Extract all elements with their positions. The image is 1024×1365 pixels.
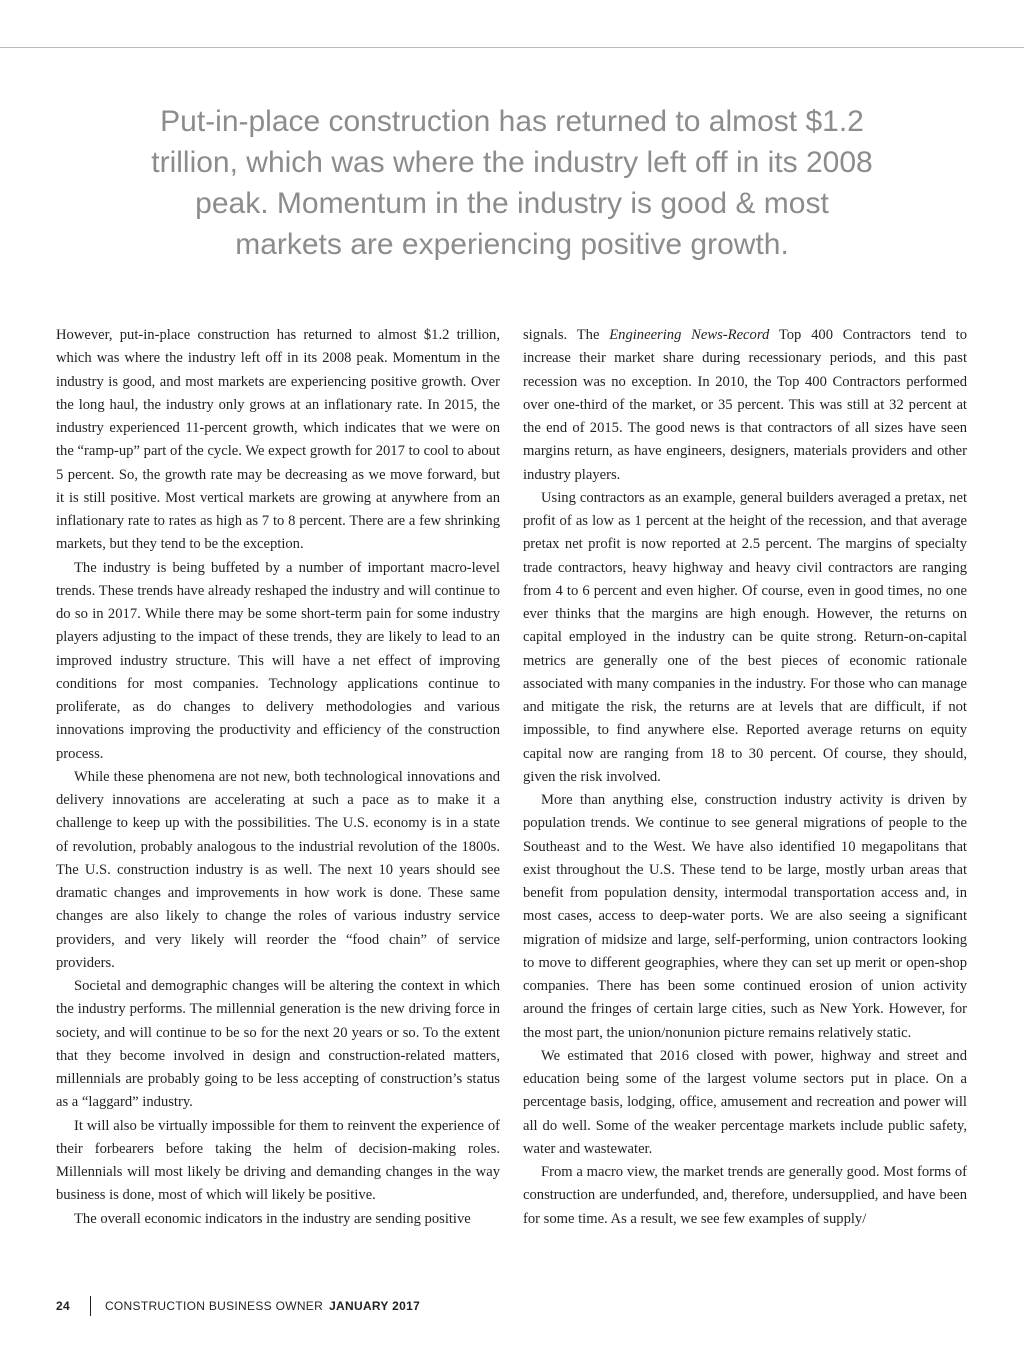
paragraph: Societal and demographic changes will be altering the context in which the industry performs. The millennial generation is the new driving force in society, and will continue to be so for the next 20 years or so. To the extent that they become involved in design and construction-related matters, millennials are probably going to be less accepting of construction’s status as a “laggard” industry.	[56, 978, 500, 1111]
pull-quote: Put-in-place construction has returned to almost $1.2 trillion, which was where the industry left off in its 2008 peak. Momentum in the industry is good & most markets are experiencing positive growth.	[151, 105, 873, 261]
publication-title: Engineering News-Record	[609, 327, 770, 343]
paragraph: However, put-in-place construction has returned to almost $1.2 trillion, which was where the industry left off in its 2008 peak. Momentum in the industry is good, and most markets are experiencing positive growth. Over the long haul, the industry only grows at an inflationary rate. In 2015, the industry experienced 11-percent growth, which indicates that we were on the “ramp-up” part of the cycle. We expect growth for 2017 to cool to about 5 percent. So, the growth rate may be decreasing as we move forward, but it is still positive. Most vertical markets are growing at anywhere from an inflationary rate to rates as high as 7 to 8 percent. There are a few shrinking markets, but they tend to be the exception.	[56, 327, 500, 553]
right-column	[523, 324, 967, 1231]
paragraph: It will also be virtually impossible for them to reinvent the experience of their forbearers before taking the helm of decision-making roles. Millennials will most likely be driving and demanding changes in the way business is done, most of which will likely be positive.	[56, 1117, 500, 1204]
page-number: 24	[56, 1299, 70, 1313]
paragraph: While these phenomena are not new, both technological innovations and delivery innovations are accelerating at such a pace as to make it a challenge to keep up with the possibilities. The U.S. economy is in a state of revolution, probably analogous to the industrial revolution of the 1800s. The U.S. construction industry is as well. The next 10 years should see dramatic changes and improvements in how work is done. These same changes are also likely to change the roles of various industry service providers, and very likely will reorder the “food chain” of service providers.	[56, 768, 500, 971]
paragraph-text: signals. The	[523, 327, 610, 343]
paragraph-text: Top 400 Contractors tend to increase their market share during recessionary periods, and this past recession was no exception. In 2010, the Top 400 Contractors performed over one-third of the market, or 35 percent. This was still at 32 percent at the end of 2015. The good news is that contractors of all sizes have seen margins return, as have engineers, designers, materials providers and other industry players.	[523, 327, 967, 483]
paragraph: The overall economic indicators in the industry are sending positive	[74, 1210, 471, 1227]
left-column	[56, 324, 500, 1231]
top-rule	[0, 47, 1024, 48]
paragraph: From a macro view, the market trends are generally good. Most forms of construction are underfunded, and, therefore, undersupplied, and have been for some time. As a result, we see few examples of supply/	[523, 1164, 967, 1227]
paragraph: More than anything else, construction industry activity is driven by population trends. We continue to see general migrations of people to the Southeast and to the West. We have also identified 10 megapolitans that exist throughout the U.S. These tend to be large, mostly urban areas that benefit from population density, intermodal transportation access and, in most cases, access to deep-water ports. We are also seeing a significant migration of midsize and large, self-performing, union contractors looking to move to different geographies, where they can set up merit or open-shop companies. There has been some continued erosion of union activity around the fringes of certain large cities, such as New York. However, for the most part, the union/nonunion picture remains relatively static.	[523, 792, 967, 1041]
paragraph: Using contractors as an example, general builders averaged a pretax, net profit of as low as 1 percent at the height of the recession, and that average pretax net profit is now reported at 2.5 percent. The margins of specialty trade contractors, heavy highway and heavy civil contractors are ranging from 4 to 6 percent and even higher. Of course, even in good times, no one ever thinks that the margins are high enough. However, the returns on capital employed in the industry can be quite strong. Return-on-capital metrics are generally one of the best pieces of economic rationale associated with many companies in the industry. For those who can manage and mitigate the risk, the returns are at levels that are difficult, if not impossible, to find anywhere else. Reported average returns on equity capital now are ranging from 18 to 30 percent. Of course, they should, given the risk involved.	[523, 489, 967, 785]
paragraph: We estimated that 2016 closed with power, highway and street and education being some of the largest volume sectors put in place. On a percentage basis, lodging, office, amusement and recreation and power will all do well. Some of the weaker percentage markets include public safety, water and wastewater.	[523, 1047, 967, 1157]
magazine-name: CONSTRUCTION BUSINESS OWNER	[104, 1299, 324, 1313]
footer-divider	[90, 1296, 91, 1316]
paragraph	[523, 324, 967, 487]
issue-date: JANUARY 2017	[329, 1299, 421, 1313]
page-footer	[56, 1295, 420, 1317]
paragraph: The industry is being buffeted by a number of important macro-level trends. These trends have already reshaped the industry and will continue to do so in 2017. While there may be some short-term pain for some industry players adjusting to the impact of these trends, they are likely to lead to an improved industry structure. This will have a net effect of improving conditions for most companies. Technology applications continue to proliferate, as do changes to delivery methodologies and various innovations improving the productivity and efficiency of the construction process.	[56, 559, 500, 762]
